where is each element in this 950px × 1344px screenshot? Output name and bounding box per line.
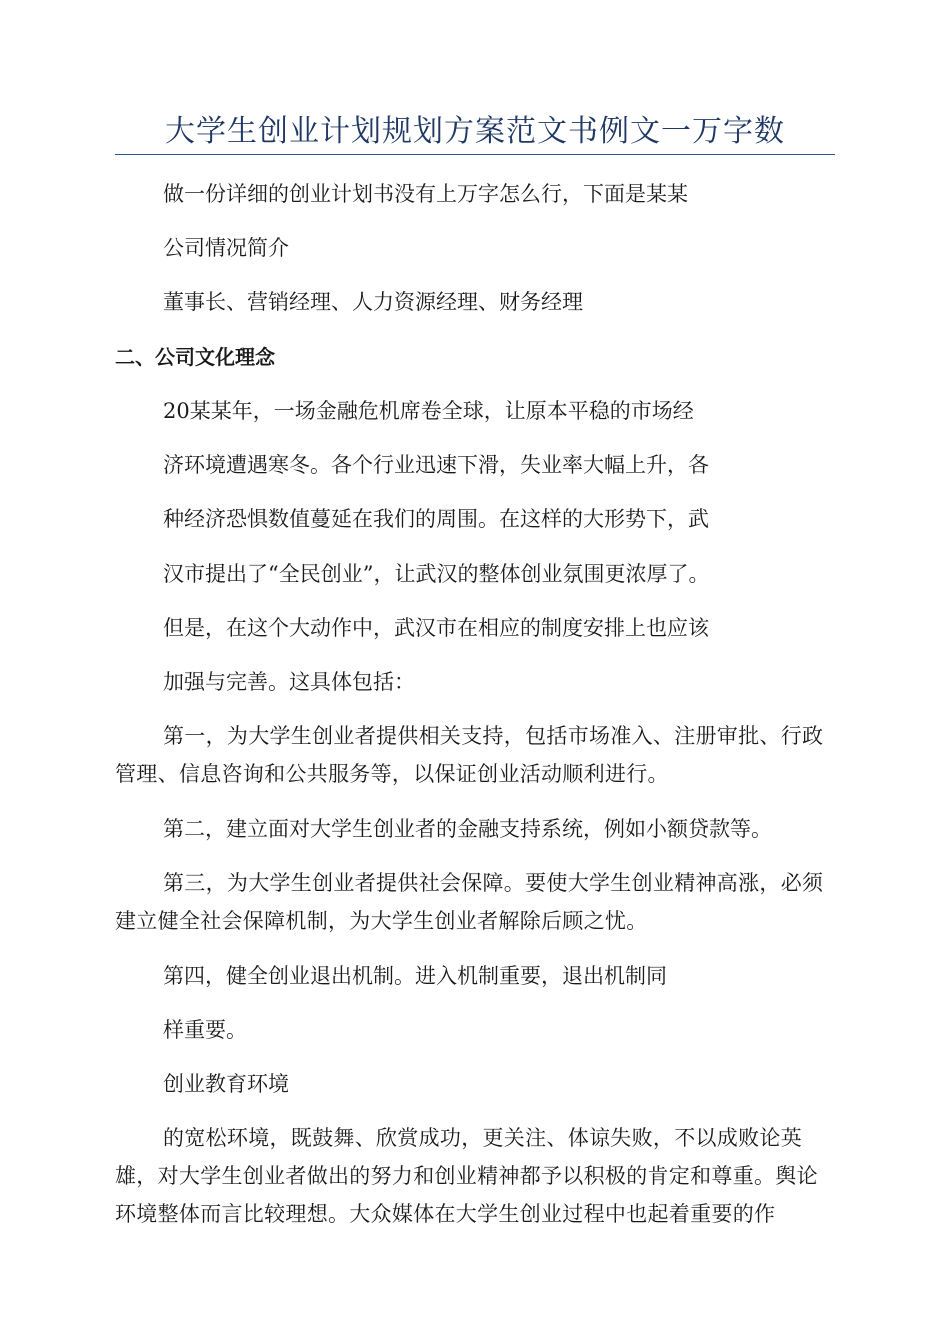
- paragraph-line: 济环境遭遇寒冬。各个行业迅速下滑，失业率大幅上升，各: [163, 453, 709, 477]
- paragraph-line: 种经济恐惧数值蔓延在我们的周围。在这样的大形势下，武: [163, 507, 709, 531]
- paragraph-intro: 做一份详细的创业计划书没有上万字怎么行，下面是某某: [163, 182, 688, 206]
- paragraph-roles: 董事长、营销经理、人力资源经理、财务经理: [163, 290, 583, 314]
- paragraph-point-four: 第四，健全创业退出机制。进入机制重要，退出机制同: [163, 964, 667, 988]
- paragraph-point-four-cont: 样重要。: [163, 1018, 247, 1042]
- section-heading-culture: 二、公司文化理念: [115, 345, 275, 369]
- title-underline: [115, 154, 835, 155]
- document-title: 大学生创业计划规划方案范文书例文一万字数: [165, 114, 785, 149]
- paragraph-point-three: 第三，为大学生创业者提供社会保障。要使大学生创业精神高涨，必须建立健全社会保障机制，为大学生创业者解除后顾之忧。: [115, 871, 824, 933]
- paragraph-environment-body: 的宽松环境，既鼓舞、欣赏成功，更关注、体谅失败，不以成败论英雄，对大学生创业者做出的努力和创业精神都予以积极的肯定和尊重。舆论环境整体而言比较理想。大众媒体在大学生创业过程中也起着重要的作: [115, 1126, 818, 1226]
- paragraph-company-overview: 公司情况简介: [163, 236, 289, 260]
- paragraph-line: 但是，在这个大动作中，武汉市在相应的制度安排上也应该: [163, 616, 709, 640]
- paragraph-line: 汉市提出了“全民创业”，让武汉的整体创业氛围更浓厚了。: [163, 562, 710, 586]
- paragraph-point-one: 第一，为大学生创业者提供相关支持，包括市场准入、注册审批、行政管理、信息咨询和公共服务等，以保证创业活动顺利进行。: [115, 724, 824, 786]
- paragraph-line: 20某某年，一场金融危机席卷全球，让原本平稳的市场经: [163, 399, 694, 423]
- paragraph-point-two: 第二，建立面对大学生创业者的金融支持系统，例如小额贷款等。: [163, 817, 772, 841]
- paragraph-education-environment: 创业教育环境: [163, 1072, 289, 1096]
- paragraph-line: 加强与完善。这具体包括：: [163, 670, 415, 694]
